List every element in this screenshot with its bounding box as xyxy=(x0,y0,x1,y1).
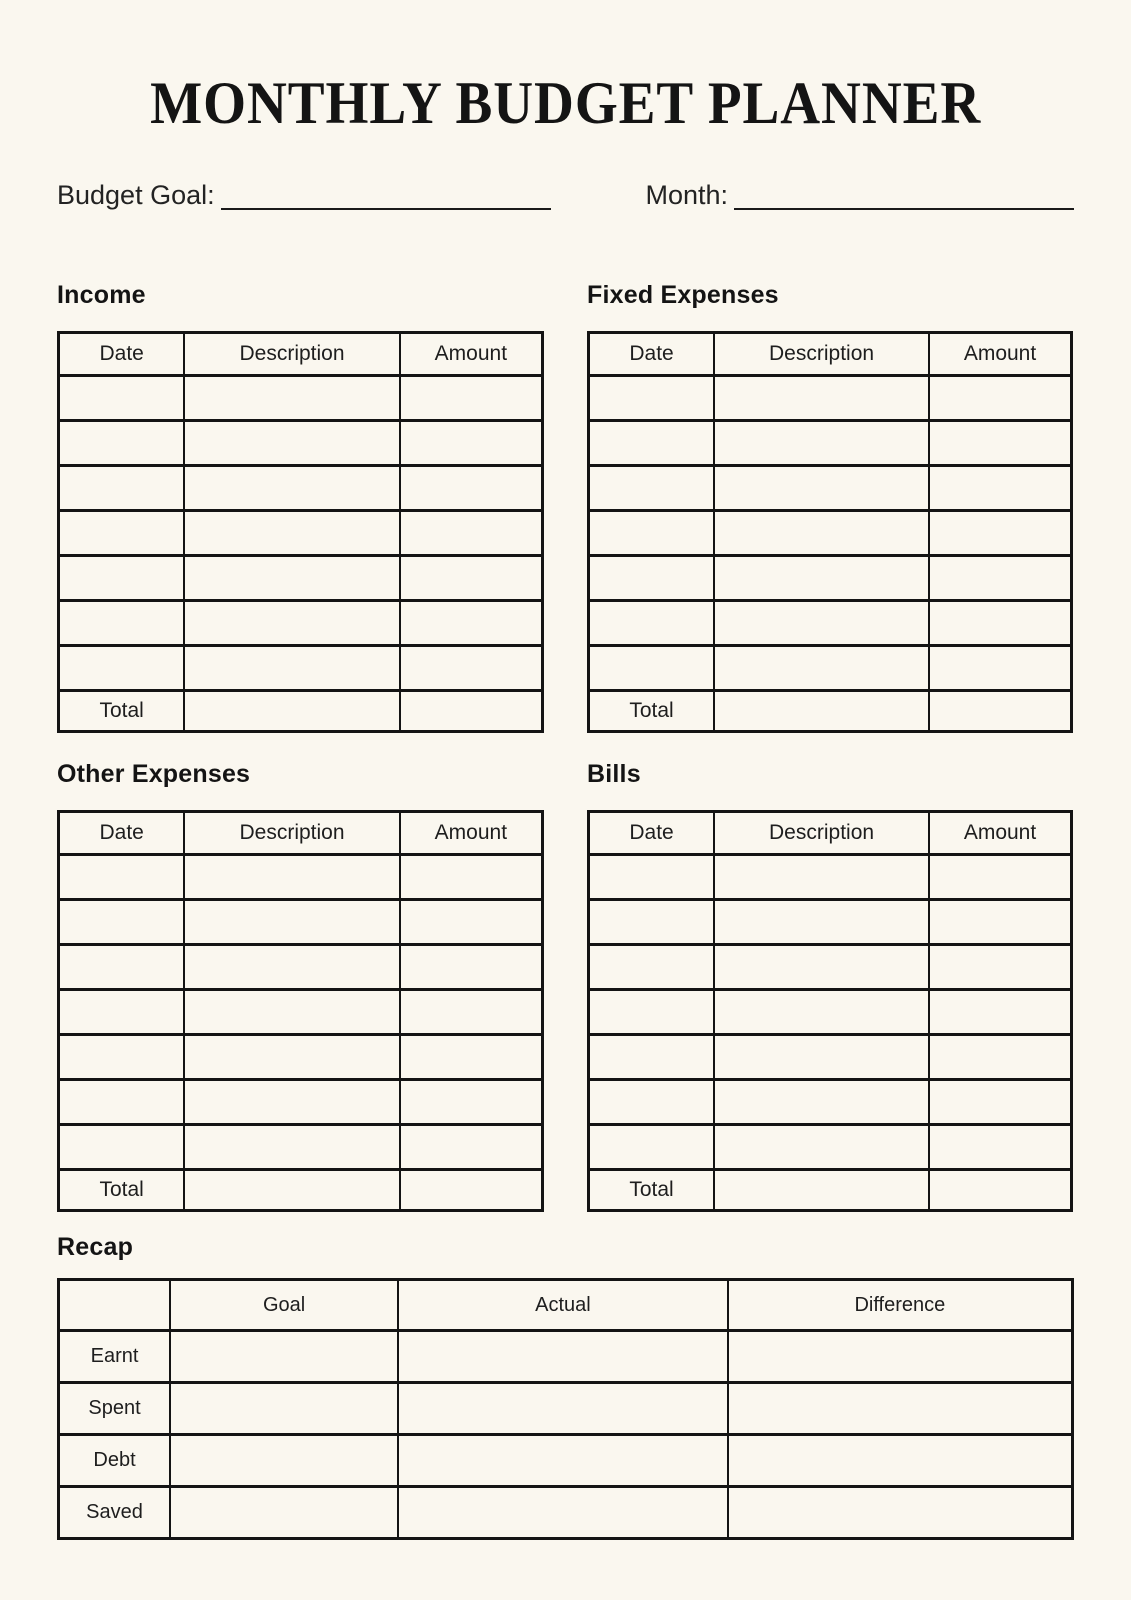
section-title-income: Income xyxy=(57,281,146,309)
column-header-description: Description xyxy=(714,812,929,855)
description-cell[interactable] xyxy=(714,466,929,511)
section-income xyxy=(57,280,544,733)
description-cell[interactable] xyxy=(714,421,929,466)
date-cell[interactable] xyxy=(59,601,185,646)
page-title-text: MONTHLY BUDGET PLANNER xyxy=(150,70,981,136)
date-cell[interactable] xyxy=(589,511,715,556)
date-cell[interactable] xyxy=(59,1035,185,1080)
description-cell[interactable] xyxy=(184,1080,399,1125)
table-row xyxy=(589,511,1072,556)
table-row xyxy=(59,900,543,945)
column-header-date: Date xyxy=(589,812,715,855)
description-cell[interactable] xyxy=(184,1125,399,1170)
amount-cell[interactable] xyxy=(400,900,543,945)
description-cell[interactable] xyxy=(184,601,399,646)
goal-cell[interactable] xyxy=(170,1331,398,1383)
budget-goal-field xyxy=(57,180,551,210)
column-header-description: Description xyxy=(714,333,929,376)
amount-cell[interactable] xyxy=(400,990,543,1035)
amount-cell[interactable] xyxy=(400,646,543,691)
total-description-cell[interactable] xyxy=(184,691,399,732)
total-label: Total xyxy=(59,691,185,732)
total-amount-cell[interactable] xyxy=(929,1170,1072,1211)
description-cell[interactable] xyxy=(184,511,399,556)
top-fields xyxy=(57,180,1074,210)
date-cell[interactable] xyxy=(589,855,715,900)
amount-cell[interactable] xyxy=(929,1125,1072,1170)
amount-cell[interactable] xyxy=(929,466,1072,511)
table-header-row xyxy=(59,333,543,376)
date-cell[interactable] xyxy=(589,421,715,466)
date-cell[interactable] xyxy=(59,646,185,691)
column-header-amount: Amount xyxy=(400,812,543,855)
total-amount-cell[interactable] xyxy=(400,1170,543,1211)
description-cell[interactable] xyxy=(184,556,399,601)
amount-cell[interactable] xyxy=(929,556,1072,601)
recap-row-label: Saved xyxy=(59,1487,171,1539)
section-bills xyxy=(587,759,1073,1212)
amount-cell[interactable] xyxy=(400,601,543,646)
table-row xyxy=(59,855,543,900)
description-cell[interactable] xyxy=(714,990,929,1035)
recap-corner-cell xyxy=(59,1280,171,1331)
bills-table xyxy=(587,810,1073,1212)
description-cell[interactable] xyxy=(184,646,399,691)
date-cell[interactable] xyxy=(589,1080,715,1125)
description-cell[interactable] xyxy=(714,855,929,900)
amount-cell[interactable] xyxy=(400,1080,543,1125)
amount-cell[interactable] xyxy=(400,945,543,990)
description-cell[interactable] xyxy=(714,900,929,945)
fixed-expenses-table xyxy=(587,331,1073,733)
total-amount-cell[interactable] xyxy=(400,691,543,732)
section-recap xyxy=(57,1232,1074,1540)
description-cell[interactable] xyxy=(714,1125,929,1170)
amount-cell[interactable] xyxy=(929,945,1072,990)
table-row xyxy=(589,421,1072,466)
description-cell[interactable] xyxy=(714,646,929,691)
actual-cell[interactable] xyxy=(398,1383,728,1435)
date-cell[interactable] xyxy=(589,556,715,601)
table-row xyxy=(589,601,1072,646)
date-cell[interactable] xyxy=(59,376,185,421)
table-header-row xyxy=(589,333,1072,376)
section-fixed-expenses xyxy=(587,280,1073,733)
date-cell[interactable] xyxy=(589,601,715,646)
total-label: Total xyxy=(589,691,715,732)
section-title-other-expenses: Other Expenses xyxy=(57,760,251,788)
goal-cell[interactable] xyxy=(170,1487,398,1539)
date-cell[interactable] xyxy=(589,990,715,1035)
total-description-cell[interactable] xyxy=(714,1170,929,1211)
table-header-row xyxy=(59,812,543,855)
amount-cell[interactable] xyxy=(400,855,543,900)
income-table xyxy=(57,331,544,733)
table-row xyxy=(59,376,543,421)
table-row xyxy=(589,466,1072,511)
recap-row-spent xyxy=(59,1383,1073,1435)
recap-table xyxy=(57,1278,1074,1540)
table-row xyxy=(589,1035,1072,1080)
difference-cell[interactable] xyxy=(728,1383,1073,1435)
recap-row-label: Debt xyxy=(59,1435,171,1487)
amount-cell[interactable] xyxy=(929,900,1072,945)
amount-cell[interactable] xyxy=(929,1080,1072,1125)
section-title-bills: Bills xyxy=(587,760,641,788)
amount-cell[interactable] xyxy=(400,556,543,601)
page-title xyxy=(57,0,1074,134)
description-cell[interactable] xyxy=(714,1080,929,1125)
table-row xyxy=(59,990,543,1035)
date-cell[interactable] xyxy=(59,900,185,945)
date-cell[interactable] xyxy=(59,855,185,900)
column-header-date: Date xyxy=(59,333,185,376)
amount-cell[interactable] xyxy=(929,1035,1072,1080)
ledger-sections xyxy=(57,280,1074,1212)
date-cell[interactable] xyxy=(589,466,715,511)
date-cell[interactable] xyxy=(589,1035,715,1080)
description-cell[interactable] xyxy=(184,421,399,466)
description-cell[interactable] xyxy=(714,601,929,646)
budget-goal-input-line[interactable] xyxy=(221,182,551,210)
amount-cell[interactable] xyxy=(929,511,1072,556)
goal-cell[interactable] xyxy=(170,1383,398,1435)
amount-cell[interactable] xyxy=(400,466,543,511)
date-cell[interactable] xyxy=(589,376,715,421)
date-cell[interactable] xyxy=(59,1125,185,1170)
difference-cell[interactable] xyxy=(728,1435,1073,1487)
amount-cell[interactable] xyxy=(929,601,1072,646)
table-row xyxy=(589,646,1072,691)
amount-cell[interactable] xyxy=(929,646,1072,691)
table-row xyxy=(589,376,1072,421)
recap-row-label: Earnt xyxy=(59,1331,171,1383)
total-description-cell[interactable] xyxy=(714,691,929,732)
recap-row-saved xyxy=(59,1487,1073,1539)
total-amount-cell[interactable] xyxy=(929,691,1072,732)
amount-cell[interactable] xyxy=(929,376,1072,421)
date-cell[interactable] xyxy=(59,556,185,601)
table-row xyxy=(59,1125,543,1170)
column-header-actual: Actual xyxy=(398,1280,728,1331)
table-row xyxy=(589,945,1072,990)
date-cell[interactable] xyxy=(589,1125,715,1170)
table-row xyxy=(589,1125,1072,1170)
total-row xyxy=(59,1170,543,1211)
table-row xyxy=(59,466,543,511)
section-title-recap: Recap xyxy=(57,1233,134,1261)
description-cell[interactable] xyxy=(714,945,929,990)
amount-cell[interactable] xyxy=(400,511,543,556)
description-cell[interactable] xyxy=(184,990,399,1035)
column-header-description: Description xyxy=(184,812,399,855)
total-label: Total xyxy=(589,1170,715,1211)
column-header-description: Description xyxy=(184,333,399,376)
table-row xyxy=(59,646,543,691)
table-row xyxy=(589,990,1072,1035)
total-row xyxy=(589,691,1072,732)
amount-cell[interactable] xyxy=(400,376,543,421)
description-cell[interactable] xyxy=(714,556,929,601)
description-cell[interactable] xyxy=(184,376,399,421)
amount-cell[interactable] xyxy=(929,990,1072,1035)
description-cell[interactable] xyxy=(184,900,399,945)
recap-row-earnt xyxy=(59,1331,1073,1383)
table-row xyxy=(589,556,1072,601)
date-cell[interactable] xyxy=(59,511,185,556)
total-row xyxy=(59,691,543,732)
table-row xyxy=(59,421,543,466)
budget-goal-label: Budget Goal: xyxy=(57,180,215,210)
actual-cell[interactable] xyxy=(398,1487,728,1539)
recap-row-label: Spent xyxy=(59,1383,171,1435)
total-label: Total xyxy=(59,1170,185,1211)
date-cell[interactable] xyxy=(59,990,185,1035)
description-cell[interactable] xyxy=(184,945,399,990)
table-row xyxy=(589,855,1072,900)
table-row xyxy=(59,601,543,646)
month-field xyxy=(645,180,1074,210)
column-header-amount: Amount xyxy=(929,812,1072,855)
month-label: Month: xyxy=(645,180,728,210)
amount-cell[interactable] xyxy=(929,421,1072,466)
table-row xyxy=(59,511,543,556)
date-cell[interactable] xyxy=(589,900,715,945)
section-title-fixed-expenses: Fixed Expenses xyxy=(587,281,779,309)
section-other-expenses xyxy=(57,759,544,1212)
date-cell[interactable] xyxy=(59,466,185,511)
column-header-date: Date xyxy=(59,812,185,855)
amount-cell[interactable] xyxy=(400,421,543,466)
column-header-amount: Amount xyxy=(400,333,543,376)
table-row xyxy=(59,556,543,601)
actual-cell[interactable] xyxy=(398,1435,728,1487)
description-cell[interactable] xyxy=(184,855,399,900)
amount-cell[interactable] xyxy=(929,855,1072,900)
date-cell[interactable] xyxy=(589,945,715,990)
description-cell[interactable] xyxy=(184,466,399,511)
goal-cell[interactable] xyxy=(170,1435,398,1487)
amount-cell[interactable] xyxy=(400,1125,543,1170)
column-header-amount: Amount xyxy=(929,333,1072,376)
actual-cell[interactable] xyxy=(398,1331,728,1383)
date-cell[interactable] xyxy=(59,945,185,990)
total-description-cell[interactable] xyxy=(184,1170,399,1211)
date-cell[interactable] xyxy=(59,1080,185,1125)
difference-cell[interactable] xyxy=(728,1331,1073,1383)
table-row xyxy=(59,945,543,990)
table-row xyxy=(59,1035,543,1080)
column-header-date: Date xyxy=(589,333,715,376)
date-cell[interactable] xyxy=(589,646,715,691)
table-row xyxy=(59,1080,543,1125)
description-cell[interactable] xyxy=(714,511,929,556)
description-cell[interactable] xyxy=(184,1035,399,1080)
other-expenses-table xyxy=(57,810,544,1212)
date-cell[interactable] xyxy=(59,421,185,466)
table-row xyxy=(589,1080,1072,1125)
total-row xyxy=(589,1170,1072,1211)
month-input-line[interactable] xyxy=(734,182,1074,210)
amount-cell[interactable] xyxy=(400,1035,543,1080)
recap-header-row xyxy=(59,1280,1073,1331)
table-row xyxy=(589,900,1072,945)
difference-cell[interactable] xyxy=(728,1487,1073,1539)
recap-row-debt xyxy=(59,1435,1073,1487)
description-cell[interactable] xyxy=(714,1035,929,1080)
description-cell[interactable] xyxy=(714,376,929,421)
column-header-goal: Goal xyxy=(170,1280,398,1331)
table-header-row xyxy=(589,812,1072,855)
column-header-difference: Difference xyxy=(728,1280,1073,1331)
